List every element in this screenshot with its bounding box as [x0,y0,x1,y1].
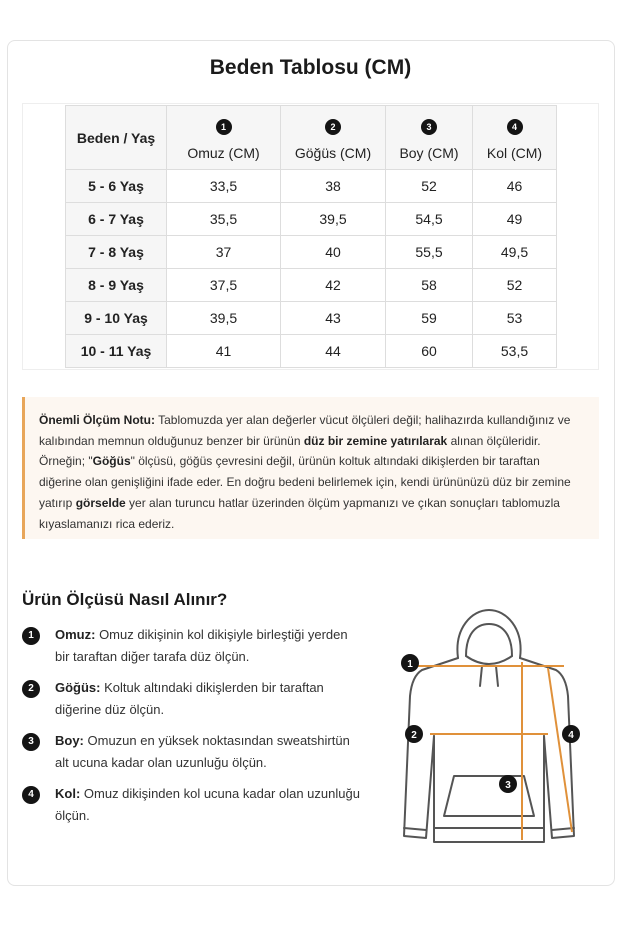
cell-chest: 40 [281,236,386,269]
hoodie-illustration [384,606,594,852]
cell-sleeve: 53 [473,302,557,335]
table-row [66,302,557,335]
svg-text:2: 2 [411,730,417,741]
table-row [66,335,557,368]
cell-sleeve: 46 [473,170,557,203]
header-shoulder: 1 Omuz (CM) [167,106,281,170]
number-1-icon: 1 [216,119,232,135]
cell-length: 54,5 [386,203,473,236]
cell-sleeve: 49,5 [473,236,557,269]
cell-chest: 39,5 [281,203,386,236]
step-chest: 2 Göğüs: Koltuk altındaki dikişlerden bir taraftan diğerine düz ölçün. [22,677,362,721]
svg-text:1: 1 [407,659,413,670]
number-1-icon: 1 [22,627,40,645]
cell-shoulder: 33,5 [167,170,281,203]
cell-length: 58 [386,269,473,302]
step-length: 3 Boy: Omuzun en yüksek noktasından sweatshirtün alt ucuna kadar olan uzunluğu ölçün. [22,730,362,774]
number-4-icon: 4 [507,119,523,135]
cell-shoulder: 41 [167,335,281,368]
page-title: Beden Tablosu (CM) [209,56,412,79]
row-size: 10 - 11 Yaş [66,335,167,368]
svg-text:3: 3 [505,780,511,791]
header-chest: 2 Göğüs (CM) [281,106,386,170]
cell-sleeve: 52 [473,269,557,302]
cell-sleeve: 49 [473,203,557,236]
table-row [66,236,557,269]
step-shoulder: 1 Omuz: Omuz dikişinin kol dikişiyle birleştiği yerden bir taraftan diğer tarafa düz ölçün. [22,624,362,668]
cell-sleeve: 53,5 [473,335,557,368]
cell-length: 55,5 [386,236,473,269]
cell-length: 59 [386,302,473,335]
number-2-icon: 2 [325,119,341,135]
header-size-age: Beden / Yaş [66,106,167,170]
marker-1-icon [401,654,419,672]
row-size: 9 - 10 Yaş [66,302,167,335]
cell-chest: 44 [281,335,386,368]
cell-chest: 43 [281,302,386,335]
row-size: 7 - 8 Yaş [66,236,167,269]
marker-3-icon [499,775,517,793]
note-label: Önemli Ölçüm Notu: [39,413,156,427]
table-row [66,269,557,302]
table-header-row [66,106,557,170]
marker-4-icon [562,725,580,743]
number-2-icon: 2 [22,680,40,698]
size-table [65,105,557,368]
step-sleeve: 4 Kol: Omuz dikişinden kol ucuna kadar olan uzunluğu ölçün. [22,783,362,827]
row-size: 5 - 6 Yaş [66,170,167,203]
header-length: 3 Boy (CM) [386,106,473,170]
svg-text:4: 4 [568,730,574,741]
number-3-icon: 3 [421,119,437,135]
number-4-icon: 4 [22,786,40,804]
cell-shoulder: 37,5 [167,269,281,302]
cell-shoulder: 37 [167,236,281,269]
cell-shoulder: 35,5 [167,203,281,236]
row-size: 6 - 7 Yaş [66,203,167,236]
measure-lines [414,662,572,840]
measurement-note: Önemli Ölçüm Notu: Tablomuzda yer alan değerler vücut ölçüleri değil; halihazırda kullandığınız ve kalıbından memnun olduğunuz benzer bir ürünün düz bir zemine yatırılarak alınan ölçüleridir. Örneğin; "Göğüs" ölçüsü, göğüs çevresini değil, ürünün koltuk altındaki dikişlerden bir taraftan diğerine olan genişliğini ifade eder. En doğru bedeni belirlemek için, kendi ürününüzü düz bir zemine yatırıp görselde yer alan turuncu hatlar üzerinden ölçüm yapmanızı ve çıkan sonuçları tablomuzla kıyaslamanızı rica ederiz. [22,397,599,539]
cell-length: 60 [386,335,473,368]
table-row [66,203,557,236]
table-row [66,170,557,203]
cell-chest: 38 [281,170,386,203]
cell-length: 52 [386,170,473,203]
row-size: 8 - 9 Yaş [66,269,167,302]
number-3-icon: 3 [22,733,40,751]
measure-steps [22,624,362,836]
hoodie-outline [404,610,574,842]
marker-2-icon [405,725,423,743]
how-to-measure-title: Ürün Ölçüsü Nasıl Alınır? [22,590,228,609]
cell-chest: 42 [281,269,386,302]
cell-shoulder: 39,5 [167,302,281,335]
header-sleeve: 4 Kol (CM) [473,106,557,170]
